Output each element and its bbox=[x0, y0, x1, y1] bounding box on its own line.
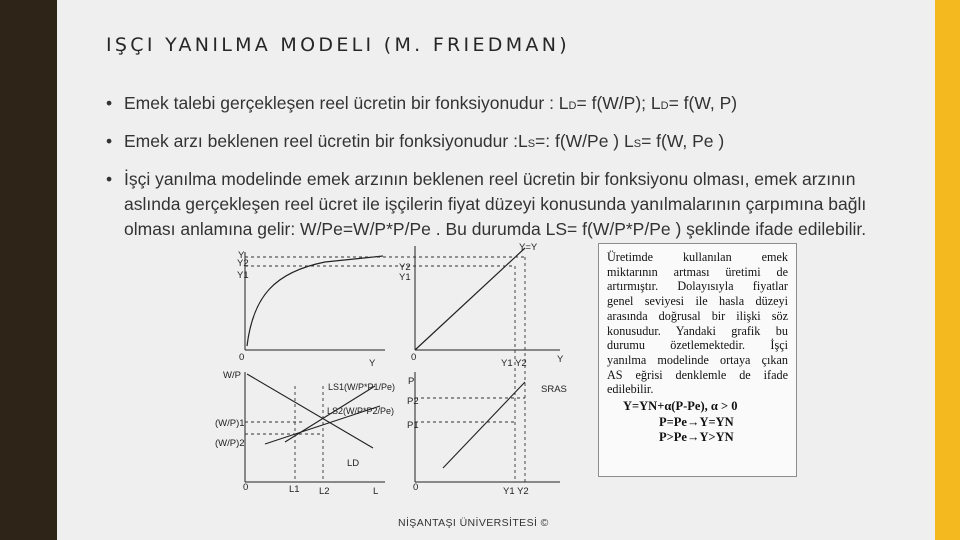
br-p-axis-label: P bbox=[408, 376, 415, 387]
equation-block bbox=[607, 399, 788, 446]
explanation-line-3: genel seviyesi ile hasla düzeyi bbox=[607, 294, 788, 309]
bl-ls2-label: LS2(W/P*P2/Pe) bbox=[327, 406, 395, 416]
tr-x-axis-label: Y bbox=[557, 354, 564, 365]
bl-l1-label: L1 bbox=[289, 484, 300, 495]
equation-as-curve: Y=YN+α(P-Pe), α > 0 bbox=[623, 399, 738, 414]
slide-title: IŞÇI YANILMA MODELI (M. FRIEDMAN) bbox=[106, 34, 570, 56]
tl-origin: 0 bbox=[239, 352, 245, 363]
tr-diagonal-label: Y=Y bbox=[519, 242, 538, 253]
four-quadrant-diagram bbox=[205, 236, 595, 500]
br-p2-label: P2 bbox=[407, 396, 419, 407]
right-accent-bar bbox=[935, 0, 960, 540]
br-x-ticks: Y1 Y2 bbox=[503, 486, 529, 497]
bl-y-axis-label: W/P bbox=[223, 370, 241, 381]
explanation-line-5: konusudur. Yandaki grafik bu bbox=[607, 323, 788, 338]
explanation-line-0: Üretimde kullanılan emek bbox=[607, 250, 788, 264]
br-p1-label: P1 bbox=[407, 420, 419, 431]
tl-y2-label: Y2 bbox=[237, 258, 249, 269]
bl-origin: 0 bbox=[243, 482, 249, 493]
bullet-dot-icon: • bbox=[106, 131, 113, 151]
bl-wp2-label: (W/P)2 bbox=[215, 438, 245, 449]
bullet-dot-icon: • bbox=[106, 169, 113, 189]
explanation-box bbox=[598, 243, 797, 477]
tl-y-axis-label: Y bbox=[238, 250, 245, 261]
bl-wp1-label: (W/P)1 bbox=[215, 418, 245, 429]
br-sras-label: SRAS bbox=[541, 384, 567, 395]
equation-equal-case: P=Pe→Y=YN bbox=[659, 414, 734, 429]
bl-l2-label: L2 bbox=[319, 486, 330, 497]
explanation-line-6: durumu özetlemektedir. İşçi bbox=[607, 338, 788, 353]
bl-ld-label: LD bbox=[347, 458, 360, 469]
explanation-line-4: arasında doğrusal bir ilişki söz bbox=[607, 308, 788, 323]
tr-x-ticks: Y1 Y2 bbox=[501, 358, 527, 369]
bl-ls1-label: LS1(W/P*P1/Pe) bbox=[328, 382, 396, 392]
bullet-labor-demand: • Emek talebi gerçekleşen reel ücretin bir fonksiyonudur : LD= f(W/P); LD= f(W, P) bbox=[106, 91, 906, 119]
explanation-line-2: artırmıştır. Dolayısıyla fiyatlar bbox=[607, 279, 788, 294]
bullet-worker-misperception: • İşçi yanılma modelinde emek arzının beklenen reel ücretin bir fonksiyonu olması, emek arzının aslında gerçekleşen reel ücret ile işçilerin fiyat düzeyi konusunda yanılmalarının çarpımına bağlı olması anlamına gelir: W/Pe=W/P*P/Pe . Bu durumda LS= f(W/P*P/Pe ) şeklinde ifade edilebilir. bbox=[106, 169, 867, 239]
explanation-last-line: edilebilir. bbox=[607, 382, 654, 397]
br-origin: 0 bbox=[413, 482, 419, 493]
explanation-line-1: miktarının artması üretimi de bbox=[607, 264, 788, 279]
footer-credit: NİŞANTAŞI ÜNİVERSİTESİ © bbox=[398, 517, 549, 529]
tr-origin: 0 bbox=[411, 352, 417, 363]
equation-greater-case: P>Pe→Y>YN bbox=[659, 430, 734, 445]
explanation-line-8: AS eğrisi denklemle de ifade bbox=[607, 367, 788, 382]
bullet-labor-supply: • Emek arzı beklenen reel ücretin bir fonksiyonudur :LS=: f(W/Pe ) LS= f(W, Pe ) bbox=[106, 129, 906, 157]
bullet-list bbox=[106, 91, 906, 252]
tl-x-axis-label: Y bbox=[369, 358, 376, 369]
tr-y2-label: Y2 bbox=[399, 262, 411, 273]
explanation-line-7: yanılma modelinde ortaya çıkan bbox=[607, 352, 788, 367]
bullet-dot-icon: • bbox=[106, 93, 113, 113]
bl-x-axis-label: L bbox=[373, 486, 379, 497]
tl-y1-label: Y1 bbox=[237, 270, 249, 281]
tr-y1-label: Y1 bbox=[399, 272, 411, 283]
left-accent-bar bbox=[0, 0, 57, 540]
